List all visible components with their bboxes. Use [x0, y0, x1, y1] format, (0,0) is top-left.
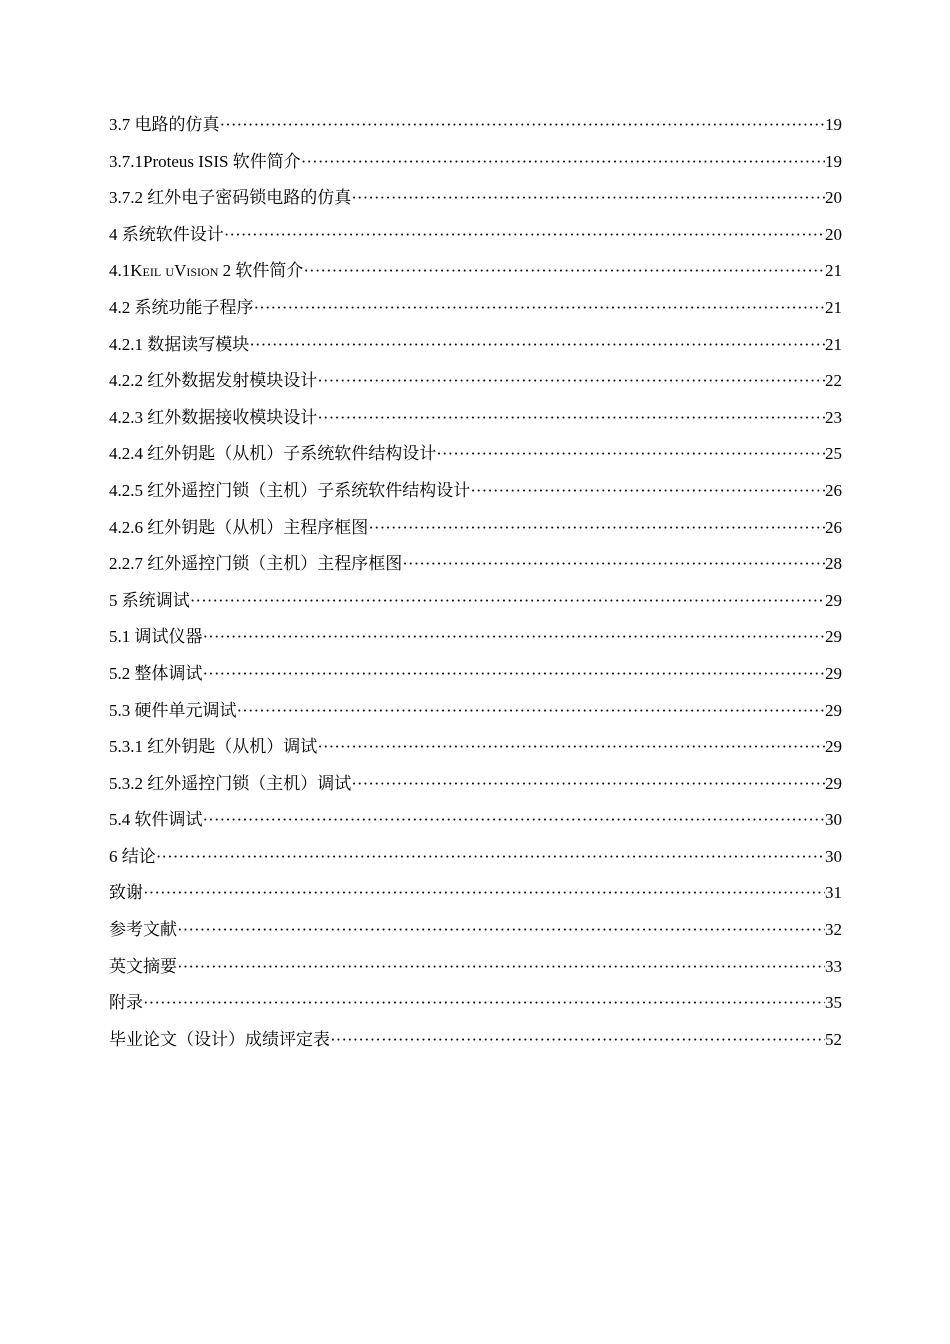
table-of-contents	[109, 107, 842, 1058]
toc-entry-4-2-5[interactable]	[109, 473, 842, 510]
toc-entry-title: 4.2.4 红外钥匙（从机）子系统软件结构设计	[109, 444, 437, 464]
toc-dot-leader	[220, 107, 826, 144]
toc-entry-page: 31	[825, 883, 842, 903]
toc-entry-page: 20	[825, 224, 842, 244]
toc-dot-leader	[203, 656, 826, 693]
toc-dot-leader	[301, 144, 825, 181]
toc-entry-page: 29	[825, 590, 842, 610]
toc-entry-4-2-4[interactable]	[109, 436, 842, 473]
toc-dot-leader	[351, 180, 825, 217]
toc-entry-page: 29	[825, 773, 842, 793]
toc-entry-page: 29	[825, 627, 842, 647]
toc-entry-4-2-3[interactable]	[109, 400, 842, 437]
toc-dot-leader	[203, 802, 826, 839]
toc-dot-leader	[143, 985, 825, 1022]
toc-entry-english-abstract[interactable]	[109, 949, 842, 986]
toc-entry-4-2-2[interactable]	[109, 363, 842, 400]
toc-dot-leader	[317, 729, 825, 766]
toc-entry-page: 29	[825, 700, 842, 720]
toc-entry-page: 26	[825, 517, 842, 537]
toc-dot-leader	[351, 766, 825, 803]
toc-dot-leader	[143, 875, 825, 912]
toc-entry-page: 19	[825, 115, 842, 134]
toc-entry-page: 29	[825, 663, 842, 683]
toc-entry-page: 35	[825, 993, 842, 1013]
toc-entry-title: 4.2.1 数据读写模块	[109, 334, 250, 354]
toc-dot-leader	[317, 363, 825, 400]
toc-dot-leader	[237, 693, 826, 730]
toc-entry-5-3[interactable]	[109, 693, 842, 730]
toc-entry-3-7-2[interactable]	[109, 180, 842, 217]
toc-entry-acknowledgements[interactable]	[109, 875, 842, 912]
toc-entry-title: 5.4 软件调试	[109, 810, 203, 830]
toc-entry-title: 2.2.7 红外遥控门锁（主机）主程序框图	[109, 554, 403, 574]
toc-entry-page: 28	[825, 554, 842, 574]
toc-entry-title: 5 系统调试	[109, 590, 190, 610]
toc-entry-5-3-1[interactable]	[109, 729, 842, 766]
toc-entry-page: 52	[825, 1029, 842, 1049]
toc-entry-title: 4.1Keil uVision 2 软件简介	[109, 261, 304, 281]
toc-entry-4-1[interactable]	[109, 253, 842, 290]
toc-dot-leader	[249, 327, 825, 364]
toc-dot-leader	[156, 839, 825, 876]
toc-entry-title: 4.2.6 红外钥匙（从机）主程序框图	[109, 517, 369, 537]
toc-entry-title: 4.2.3 红外数据接收模块设计	[109, 407, 318, 427]
toc-dot-leader	[470, 473, 825, 510]
toc-dot-leader	[254, 290, 826, 327]
toc-entry-page: 30	[825, 846, 842, 866]
toc-entry-page: 33	[825, 956, 842, 976]
toc-entry-page: 32	[825, 920, 842, 940]
toc-dot-leader	[177, 949, 825, 986]
toc-entry-title: 4.2 系统功能子程序	[109, 297, 254, 317]
toc-entry-page: 21	[825, 334, 842, 354]
toc-entry-title: 6 结论	[109, 846, 156, 866]
toc-entry-6[interactable]	[109, 839, 842, 876]
toc-entry-page: 29	[825, 737, 842, 757]
toc-entry-title: 5.3.2 红外遥控门锁（主机）调试	[109, 773, 352, 793]
toc-entry-evaluation-form[interactable]	[109, 1022, 842, 1059]
toc-entry-5-4[interactable]	[109, 802, 842, 839]
toc-entry-title: 致谢	[109, 883, 143, 903]
toc-entry-title: 英文摘要	[109, 956, 177, 976]
toc-dot-leader	[203, 619, 826, 656]
toc-dot-leader	[436, 436, 825, 473]
toc-entry-title: 毕业论文（设计）成绩评定表	[109, 1029, 330, 1049]
toc-entry-page: 21	[825, 261, 842, 281]
toc-dot-leader	[368, 510, 825, 547]
toc-entry-page: 25	[825, 444, 842, 464]
toc-entry-page: 21	[825, 297, 842, 317]
toc-entry-page: 20	[825, 188, 842, 208]
toc-entry-4-2[interactable]	[109, 290, 842, 327]
toc-entry-5[interactable]	[109, 583, 842, 620]
toc-dot-leader	[224, 217, 825, 254]
toc-entry-page: 19	[825, 151, 842, 171]
toc-entry-4-2-1[interactable]	[109, 327, 842, 364]
toc-entry-appendix[interactable]	[109, 985, 842, 1022]
toc-dot-leader	[177, 912, 825, 949]
toc-entry-5-1[interactable]	[109, 619, 842, 656]
toc-entry-title: 5.1 调试仪器	[109, 627, 203, 647]
toc-entry-page: 23	[825, 407, 842, 427]
toc-entry-3-7-1[interactable]	[109, 144, 842, 181]
toc-dot-leader	[190, 583, 825, 620]
toc-entry-title: 4 系统软件设计	[109, 224, 224, 244]
toc-entry-title: 3.7.2 红外电子密码锁电路的仿真	[109, 188, 352, 208]
toc-entry-page: 26	[825, 480, 842, 500]
toc-dot-leader	[303, 253, 825, 290]
toc-entry-page: 30	[825, 810, 842, 830]
toc-entry-title: 4.2.2 红外数据发射模块设计	[109, 371, 318, 391]
toc-entry-title: 5.3.1 红外钥匙（从机）调试	[109, 737, 318, 757]
toc-entry-4[interactable]	[109, 217, 842, 254]
toc-entry-5-2[interactable]	[109, 656, 842, 693]
toc-entry-title: 5.3 硬件单元调试	[109, 700, 237, 720]
toc-entry-title: 参考文献	[109, 920, 177, 940]
toc-entry-page: 22	[825, 371, 842, 391]
toc-entry-title: 3.7.1Proteus ISIS 软件简介	[109, 151, 301, 171]
toc-entry-references[interactable]	[109, 912, 842, 949]
toc-entry-5-3-2[interactable]	[109, 766, 842, 803]
toc-dot-leader	[330, 1022, 825, 1059]
toc-entry-title: 4.2.5 红外遥控门锁（主机）子系统软件结构设计	[109, 480, 471, 500]
toc-dot-leader	[402, 546, 825, 583]
toc-entry-title: 5.2 整体调试	[109, 663, 203, 683]
toc-entry-title: 3.7 电路的仿真	[109, 115, 220, 134]
toc-dot-leader	[317, 400, 825, 437]
toc-entry-title: 附录	[109, 993, 143, 1013]
toc-entry-2-2-7[interactable]	[109, 546, 842, 583]
toc-entry-3-7[interactable]	[109, 107, 842, 144]
toc-entry-4-2-6[interactable]	[109, 510, 842, 547]
